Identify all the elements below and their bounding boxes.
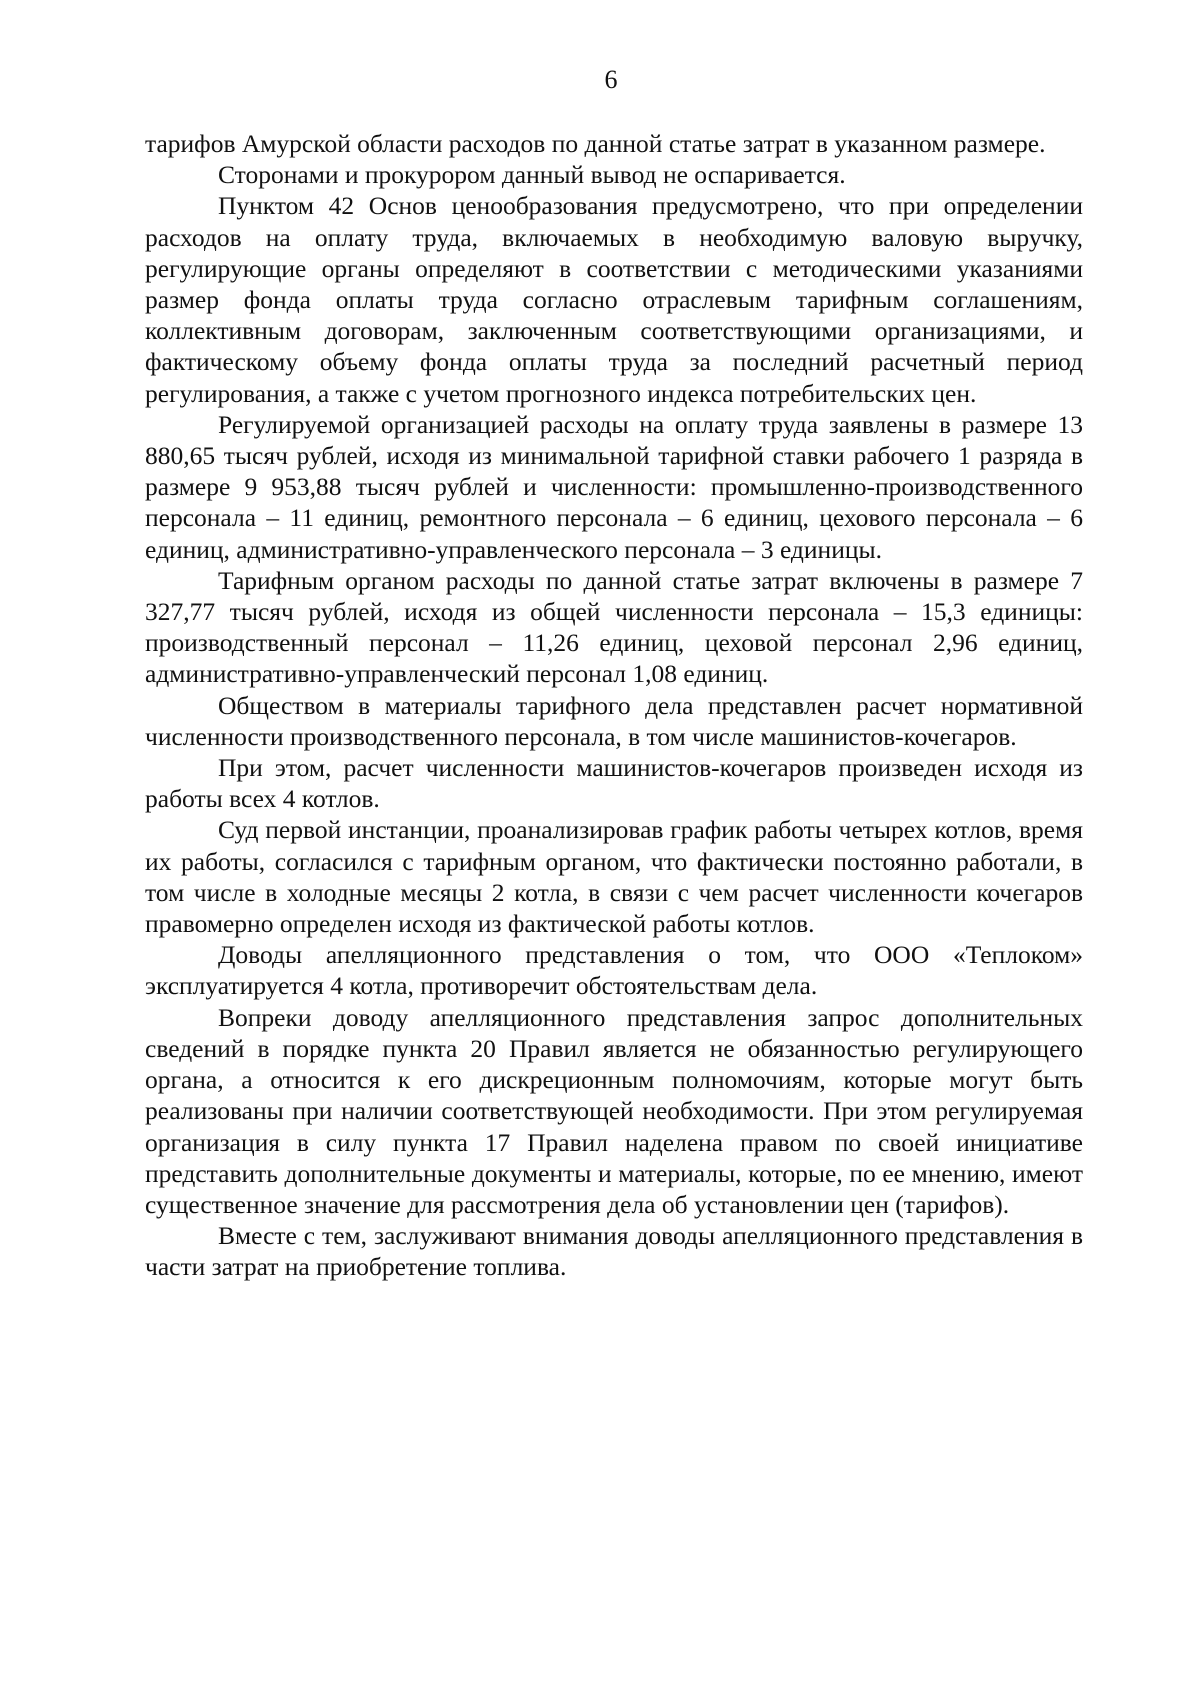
paragraph: Обществом в материалы тарифного дела представлен расчет нормативной численности производственного персонала, в том числе машинистов-кочегаров. [145,690,1083,751]
paragraph: При этом, расчет численности машинистов-кочегаров произведен исходя из работы всех 4 котлов. [145,753,1083,814]
paragraph: Тарифным органом расходы по данной статье затрат включены в размере 7 327,77 тысяч рублей, исходя из общей численности персонала – 15,3 единицы: производственный персонал – 11,26 единиц, цеховой персонал 2,96 единиц, административно-управленческий персонал 1,08 единиц. [145,565,1083,689]
paragraph: Суд первой инстанции, проанализировав график работы четырех котлов, время их работы, согласился с тарифным органом, что фактически постоянно работали, в том числе в холодные месяцы 2 котла, в связи с чем расчет численности кочегаров правомерно определен исходя из фактической работы котлов. [145,815,1083,939]
paragraph-continuation: тарифов Амурской области расходов по данной статье затрат в указанном размере. [145,129,1046,158]
paragraph: Вместе с тем, заслуживают внимания доводы апелляционного представления в части затрат на приобретение топлива. [145,1221,1083,1282]
document-body [145,128,1083,1283]
paragraph: Вопреки доводу апелляционного представления запрос дополнительных сведений в порядке пункта 20 Правил является не обязанностью регулирующего органа, а относится к его дискреционным полномочиям, которые могут быть реализованы при наличии соответствующей необходимости. При этом регулируемая организация в силу пункта 17 Правил наделена правом по своей инициативе представить дополнительные документы и материалы, которые, по ее мнению, имеют существенное значение для рассмотрения дела об установлении цен (тарифов). [145,1002,1083,1219]
paragraph: Доводы апелляционного представления о том, что ООО «Теплоком» эксплуатируется 4 котла, противоречит обстоятельствам дела. [145,940,1083,1001]
page-number: 6 [604,65,618,94]
paragraph: Пунктом 42 Основ ценообразования предусмотрено, что при определении расходов на оплату труда, включаемых в необходимую валовую выручку, регулирующие органы определяют в соответствии с методическими указаниями размер фонда оплаты труда согласно отраслевым тарифным соглашениям, коллективным договорам, заключенным соответствующими организациями, и фактическому объему фонда оплаты труда за последний расчетный период регулирования, а также с учетом прогнозного индекса потребительских цен. [145,191,1083,408]
paragraph: Регулируемой организацией расходы на оплату труда заявлены в размере 13 880,65 тысяч рублей, исходя из минимальной тарифной ставки рабочего 1 разряда в размере 9 953,88 тысяч рублей и численности: промышленно-производственного персонала – 11 единиц, ремонтного персонала – 6 единиц, цехового персонала – 6 единиц, административно-управленческого персонала – 3 единицы. [145,409,1083,564]
paragraph: Сторонами и прокурором данный вывод не оспаривается. [218,160,846,190]
